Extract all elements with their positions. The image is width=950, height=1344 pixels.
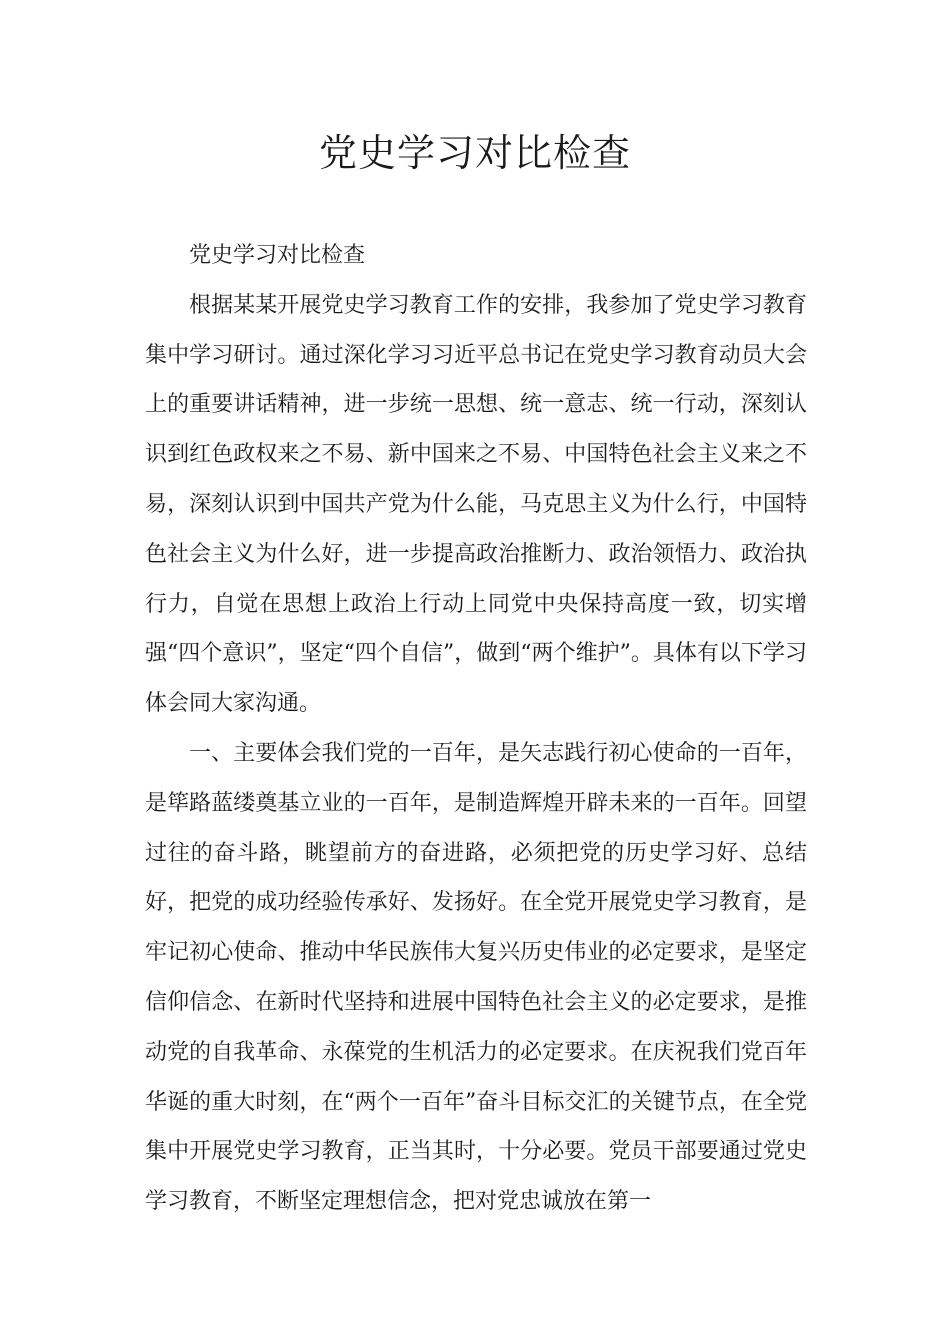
paragraph-section-one: 一、主要体会我们党的一百年，是矢志践行初心使命的一百年，是筚路蓝缕奠基立业的一百年，是制造辉煌开辟未来的一百年。回望过往的奋斗路，眺望前方的奋进路，必须把党的历史学习好、总结好，把党的成功经验传承好、发扬好。在全党开展党史学习教育，是牢记初心使命、推动中华民族伟大复兴历史伟业的必定要求，是坚定信仰信念、在新时代坚持和进展中国特色社会主义的必定要求，是推动党的自我革命、永葆党的生机活力的必定要求。在庆祝我们党百年华诞的重大时刻，在“两个一百年”奋斗目标交汇的关键节点，在全党集中开展党史学习教育，正当其时，十分必要。党员干部要通过党史学习教育，不断坚定理想信念，把对党忠诚放在第一 [145,740,807,1215]
paragraph-subtitle: 党史学习对比检查 [189,243,366,268]
document-body [145,231,807,1227]
paragraph-intro: 根据某某开展党史学习教育工作的安排，我参加了党史学习教育集中学习研讨。通过深化学习习近平总书记在党史学习教育动员大会上的重要讲话精神，进一步统一思想、统一意志、统一行动，深刻认识到红色政权来之不易、新中国来之不易、中国特色社会主义来之不易，深刻认识到中国共产党为什么能，马克思主义为什么行，中国特色社会主义为什么好，进一步提高政治推断力、政治领悟力、政治执行力，自觉在思想上政治上行动上同党中央保持高度一致，切实增强“四个意识”，坚定“四个自信”，做到“两个维护”。具体有以下学习体会同大家沟通。 [145,292,807,717]
document-title: 党史学习对比检查 [318,131,631,175]
